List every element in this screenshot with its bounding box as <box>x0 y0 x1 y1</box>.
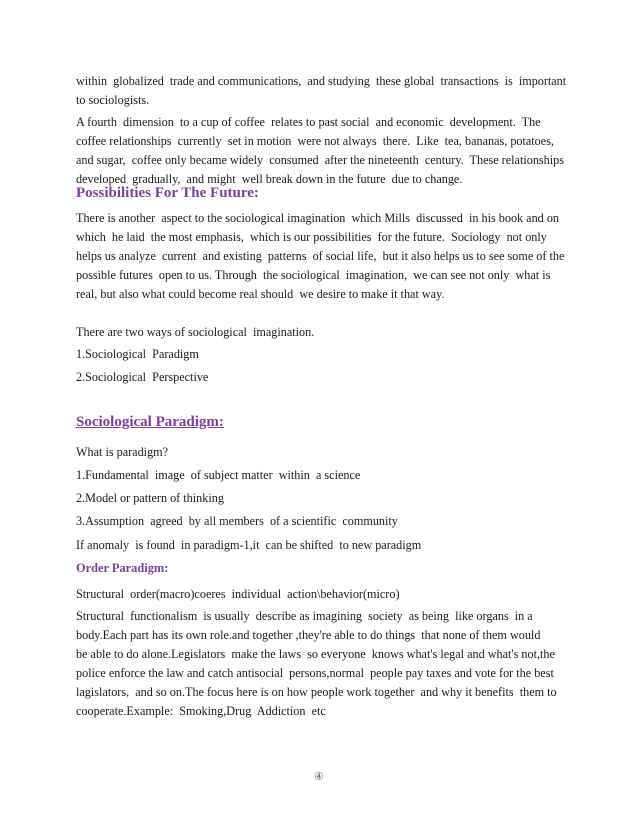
structural-order-line: Structural order(macro)coeres individual action\behavior(micro) <box>76 587 400 601</box>
heading-sociological-paradigm: Sociological Paradigm: <box>76 414 224 430</box>
paragraph-4-line-1: Structural functionalism is usually describe as imagining society as being like organs in a <box>76 609 533 623</box>
paragraph-1-line-1: within globalized trade and communications, and studying these global transactions is important <box>76 74 567 88</box>
paradigm-point-1: 1.Fundamental image of subject matter within a science <box>76 468 361 482</box>
way-item-1: 1.Sociological Paradigm <box>76 347 199 361</box>
paragraph-2-line-3: and sugar, coffee only became widely consumed after the nineteenth century. These relationships <box>76 153 564 167</box>
anomaly-line: If anomaly is found in paradigm-1,it can be shifted to new paradigm <box>76 538 422 552</box>
page-number: ④ <box>314 771 324 783</box>
paragraph-4-line-2: body.Each part has its own role.and together ,they're able to do things that none of them would <box>76 628 541 642</box>
paragraph-3-line-4: possible futures open to us. Through the sociological imagination, we can see not only what is <box>76 268 551 282</box>
paragraph-2-line-2: coffee relationships currently set in motion were not always there. Like tea, bananas, potatoes, <box>76 134 554 148</box>
paragraph-4-line-4: police enforce the law and catch antisocial persons,normal people pay taxes and vote for the best <box>76 666 554 680</box>
heading-possibilities-future: Possibilities For The Future: <box>76 185 259 201</box>
paragraph-3-line-2: which he laid the most emphasis, which is our possibilities for the future. Sociology not only <box>76 230 547 244</box>
paradigm-point-2: 2.Model or pattern of thinking <box>76 491 224 505</box>
way-item-2: 2.Sociological Perspective <box>76 370 209 384</box>
ways-intro: There are two ways of sociological imagination. <box>76 325 315 339</box>
paradigm-point-3: 3.Assumption agreed by all members of a scientific community <box>76 514 398 528</box>
paragraph-4-line-5: lagislators, and so on.The focus here is on how people work together and why it benefits them to <box>76 685 557 699</box>
paragraph-4-line-6: cooperate.Example: Smoking,Drug Addiction etc <box>76 704 326 718</box>
paragraph-2-line-4: developed gradually, and might well break down in the future due to change. <box>76 172 463 186</box>
paragraph-3-line-1: There is another aspect to the sociological imagination which Mills discussed in his book and on <box>76 211 560 225</box>
paragraph-2-line-1: A fourth dimension to a cup of coffee relates to past social and economic development. The <box>76 115 541 129</box>
paragraph-3-line-3: helps us analyze current and existing patterns of social life, but it also helps us to see some of the <box>76 249 565 263</box>
heading-order-paradigm: Order Paradigm: <box>76 561 169 575</box>
paragraph-4-line-3: be able to do alone.Legislators make the laws so everyone knows what's legal and what's not,the <box>76 647 555 661</box>
paragraph-1-line-2: to sociologists. <box>76 93 150 107</box>
paragraph-3-line-5: real, but also what could become real should we desire to make it that way. <box>76 287 445 301</box>
paradigm-question: What is paradigm? <box>76 445 169 459</box>
